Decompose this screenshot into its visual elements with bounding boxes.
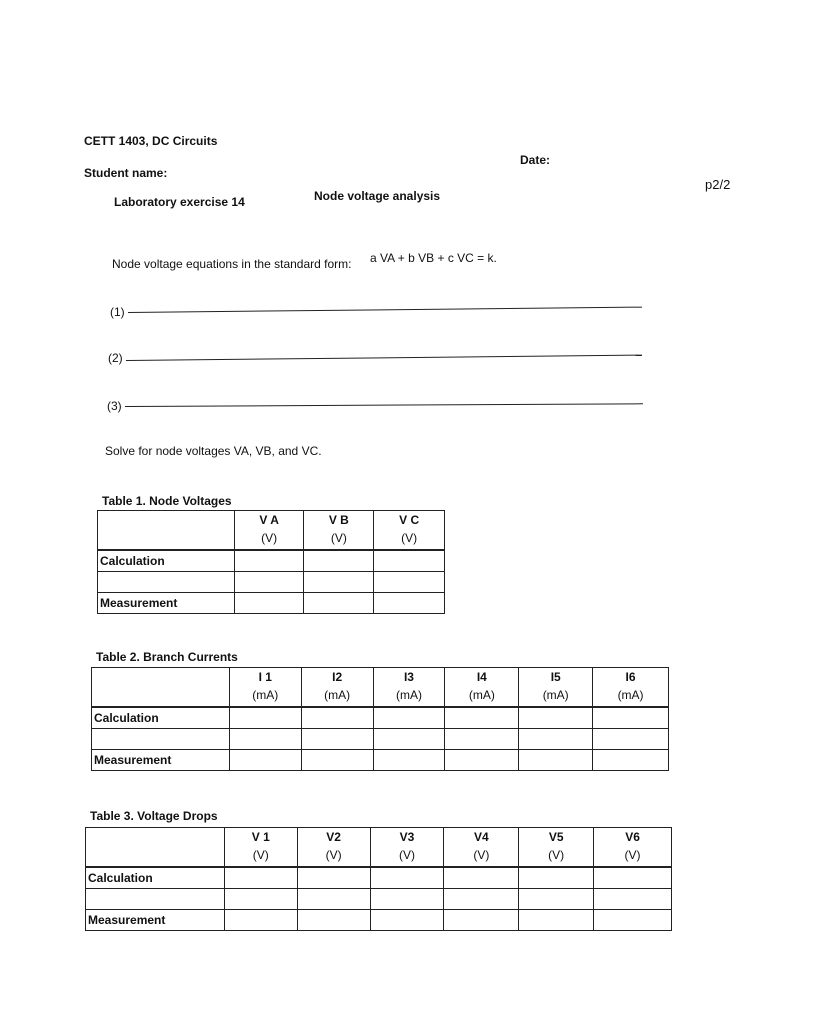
- table2-cell[interactable]: [593, 707, 669, 729]
- standard-form: a VA + b VB + c VC = k.: [370, 251, 497, 265]
- table2-cell[interactable]: [593, 750, 669, 771]
- table1-cell[interactable]: [234, 572, 304, 593]
- table3-cell[interactable]: [224, 910, 297, 931]
- table1-row-measurement: Measurement: [98, 593, 235, 614]
- table1-corner-cell: [98, 511, 235, 551]
- equation-line-1[interactable]: [128, 307, 642, 313]
- equation-label-1: (1): [110, 305, 125, 319]
- table2-cell[interactable]: [229, 729, 301, 750]
- table1-title: Table 1. Node Voltages: [102, 494, 232, 508]
- table2-cell[interactable]: [373, 750, 445, 771]
- table3-cell[interactable]: [519, 910, 594, 931]
- date-label: Date:: [520, 153, 551, 167]
- table3-voltage-drops: [85, 827, 672, 931]
- table2-col-i1: I 1 (mA): [229, 668, 301, 708]
- table3-title: Table 3. Voltage Drops: [90, 809, 218, 823]
- table2-col-i6: I6 (mA): [593, 668, 669, 708]
- equation-line-3[interactable]: [125, 403, 643, 407]
- table2-branch-currents: [91, 667, 669, 771]
- table3-cell[interactable]: [297, 889, 370, 910]
- equation-label-2: (2): [108, 351, 123, 365]
- equation-line-2[interactable]: [126, 355, 642, 361]
- table1-node-voltages: [97, 510, 445, 614]
- table2-cell[interactable]: [229, 750, 301, 771]
- table3-cell[interactable]: [519, 867, 594, 889]
- page-number: p2/2: [705, 177, 731, 192]
- table3-cell[interactable]: [594, 867, 672, 889]
- table2-cell[interactable]: [593, 729, 669, 750]
- student-name-label: Student name:: [84, 166, 168, 180]
- table3-row-measurement: Measurement: [86, 910, 225, 931]
- table2-cell[interactable]: [301, 729, 373, 750]
- table3-cell[interactable]: [444, 910, 519, 931]
- table3-col-v4: V4 (V): [444, 828, 519, 868]
- table3-spacer-cell: [86, 889, 225, 910]
- table3-cell[interactable]: [370, 889, 444, 910]
- course-title: CETT 1403, DC Circuits: [84, 134, 218, 148]
- table1-cell[interactable]: [304, 572, 374, 593]
- table1-cell[interactable]: [374, 550, 445, 572]
- table1-col-va: V A (V): [234, 511, 304, 551]
- table2-row-calculation: Calculation: [92, 707, 230, 729]
- table1-cell[interactable]: [234, 593, 304, 614]
- equations-prompt: Node voltage equations in the standard form:: [112, 257, 352, 271]
- table3-cell[interactable]: [370, 867, 444, 889]
- lab-title: Node voltage analysis: [314, 189, 441, 203]
- table3-cell[interactable]: [297, 910, 370, 931]
- table2-cell[interactable]: [301, 750, 373, 771]
- table2-col-i4: I4 (mA): [445, 668, 519, 708]
- table3-corner-cell: [86, 828, 225, 868]
- table2-cell[interactable]: [229, 707, 301, 729]
- table1-col-vc: V C (V): [374, 511, 445, 551]
- table1-row-calculation: Calculation: [98, 550, 235, 572]
- table3-cell[interactable]: [444, 889, 519, 910]
- table2-cell[interactable]: [519, 750, 593, 771]
- table1-spacer-cell: [98, 572, 235, 593]
- lab-exercise-label: Laboratory exercise 14: [114, 195, 245, 209]
- table2-cell[interactable]: [373, 729, 445, 750]
- table3-cell[interactable]: [224, 867, 297, 889]
- table2-cell[interactable]: [445, 707, 519, 729]
- table3-row-calculation: Calculation: [86, 867, 225, 889]
- table2-col-i2: I2 (mA): [301, 668, 373, 708]
- table2-col-i3: I3 (mA): [373, 668, 445, 708]
- table2-row-measurement: Measurement: [92, 750, 230, 771]
- table2-cell[interactable]: [445, 750, 519, 771]
- table3-cell[interactable]: [594, 889, 672, 910]
- table2-cell[interactable]: [373, 707, 445, 729]
- table1-cell[interactable]: [374, 593, 445, 614]
- table2-cell[interactable]: [445, 729, 519, 750]
- table3-cell[interactable]: [297, 867, 370, 889]
- table2-cell[interactable]: [519, 707, 593, 729]
- table1-cell[interactable]: [234, 550, 304, 572]
- table3-col-v6: V6 (V): [594, 828, 672, 868]
- table3-cell[interactable]: [444, 867, 519, 889]
- table3-cell[interactable]: [370, 910, 444, 931]
- table3-col-v2: V2 (V): [297, 828, 370, 868]
- table3-col-v5: V5 (V): [519, 828, 594, 868]
- table2-title: Table 2. Branch Currents: [96, 650, 238, 664]
- table1-col-vb: V B (V): [304, 511, 374, 551]
- table3-cell[interactable]: [224, 889, 297, 910]
- table2-spacer-cell: [92, 729, 230, 750]
- equation-label-3: (3): [107, 399, 122, 413]
- table3-cell[interactable]: [519, 889, 594, 910]
- table3-col-v1: V 1 (V): [224, 828, 297, 868]
- solve-prompt: Solve for node voltages VA, VB, and VC.: [105, 444, 322, 458]
- table3-col-v3: V3 (V): [370, 828, 444, 868]
- table3-cell[interactable]: [594, 910, 672, 931]
- table2-cell[interactable]: [301, 707, 373, 729]
- table1-cell[interactable]: [374, 572, 445, 593]
- table1-cell[interactable]: [304, 550, 374, 572]
- table2-corner-cell: [92, 668, 230, 708]
- table1-cell[interactable]: [304, 593, 374, 614]
- table2-col-i5: I5 (mA): [519, 668, 593, 708]
- table2-cell[interactable]: [519, 729, 593, 750]
